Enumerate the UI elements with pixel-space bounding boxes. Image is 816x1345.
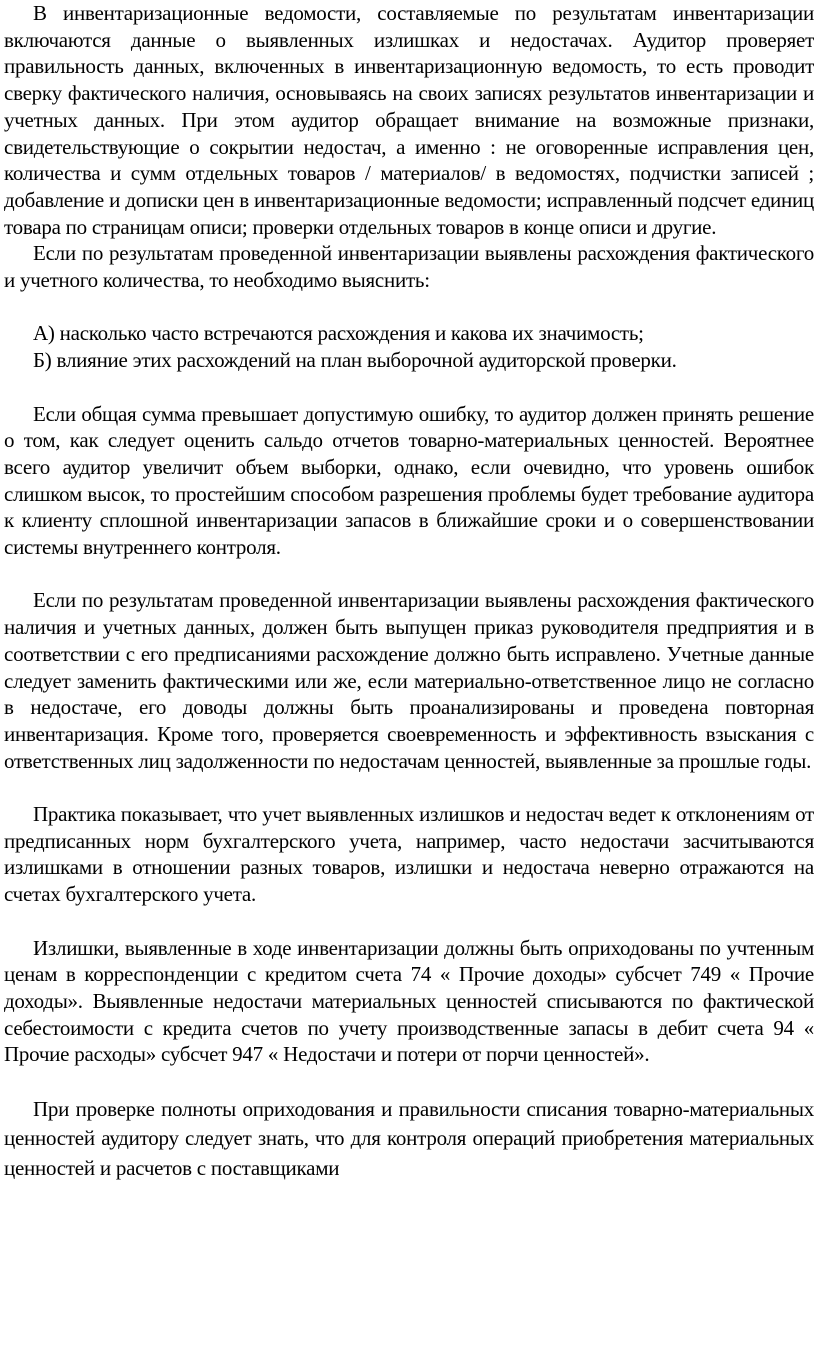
paragraph-surpluses-accounting: Излишки, выявленные в ходе инвентаризации должны быть оприходованы по учтенным ценам в корреспонденции с кредитом счета 74 « Прочие доходы» субсчет 749 « Прочие доходы». Выявленные недостачи материальных ценностей списываются по фактической себестоимости с кредита счетов по учету производственные запасы в дебит счета 94 « Прочие расходы» субсчет 947 « Недостачи и потери от порчи ценностей».: [4, 935, 814, 1067]
spacer: [4, 561, 814, 588]
paragraph-tolerable-error: Если общая сумма превышает допустимую ошибку, то аудитор должен принять решение о том, как следует оценить сальдо отчетов товарно-материальных ценностей. Вероятнее всего аудитор увеличит объем выборки, однако, если очевидно, что уровень ошибок слишком высок, то простейшим способом разрешения проблемы будет требование аудитора к клиенту сплошной инвентаризации запасов в ближайшие сроки и о совершенствовании системы внутреннего контроля.: [4, 401, 814, 560]
spacer: [4, 1068, 814, 1095]
paragraph-completeness-check: При проверке полноты оприходования и правильности списания товарно-материальных ценностей аудитору следует знать, что для контроля операций приобретения материальных ценностей и расчетов с поставщиками: [4, 1096, 814, 1180]
paragraph-practice: Практика показывает, что учет выявленных излишков и недостач ведет к отклонениям от предписанных норм бухгалтерского учета, например, часто недостачи засчитываются излишками в отношении разных товаров, излишки и недостача неверно отражаются на счетах бухгалтерского учета.: [4, 802, 814, 907]
paragraph-director-order: Если по результатам проведенной инвентаризации выявлены расхождения фактического наличия и учетных данных, должен быть выпущен приказ руководителя предприятия и в соответствии с его предписаниями расхождение должно быть исправлено. Учетные данные следует заменить фактическими или же, если материально-ответственное лицо не согласно в недостаче, его доводы должны быть проанализированы и проведена повторная инвентаризация. Кроме того, проверяется своевременность и эффективность взыскания с ответственных лиц задолженности по недостачам ценностей, выявленные за прошлые годы.: [4, 588, 814, 773]
spacer: [4, 294, 814, 321]
paragraph-discrepancies-intro: Если по результатам проведенной инвентаризации выявлены расхождения фактического и учетного количества, то необходимо выяснить:: [4, 241, 814, 293]
list-item-b: Б) влияние этих расхождений на план выборочной аудиторской проверки.: [33, 348, 677, 373]
list-item-a: А) насколько часто встречаются расхождения и какова их значимость;: [33, 321, 644, 346]
spacer: [4, 374, 814, 401]
spacer: [4, 908, 814, 935]
paragraph-inventory-statements: В инвентаризационные ведомости, составляемые по результатам инвентаризации включаются данные о выявленных излишках и недостачах. Аудитор проверяет правильность данных, включенных в инвентаризационную ведомость, то есть проводит сверку фактического наличия, основываясь на своих записях результатов инвентаризации и учетных данных. При этом аудитор обращает внимание на возможные признаки, свидетельствующие о сокрытии недостач, а именно : не оговоренные исправления цен, количества и сумм отдельных товаров / материалов/ в ведомостях, подчистки записей ; добавление и дописки цен в инвентаризационные ведомости; исправленный подсчет единиц товара по страницам описи; проверки отдельных товаров в конце описи и другие.: [4, 1, 814, 239]
spacer: [4, 774, 814, 801]
